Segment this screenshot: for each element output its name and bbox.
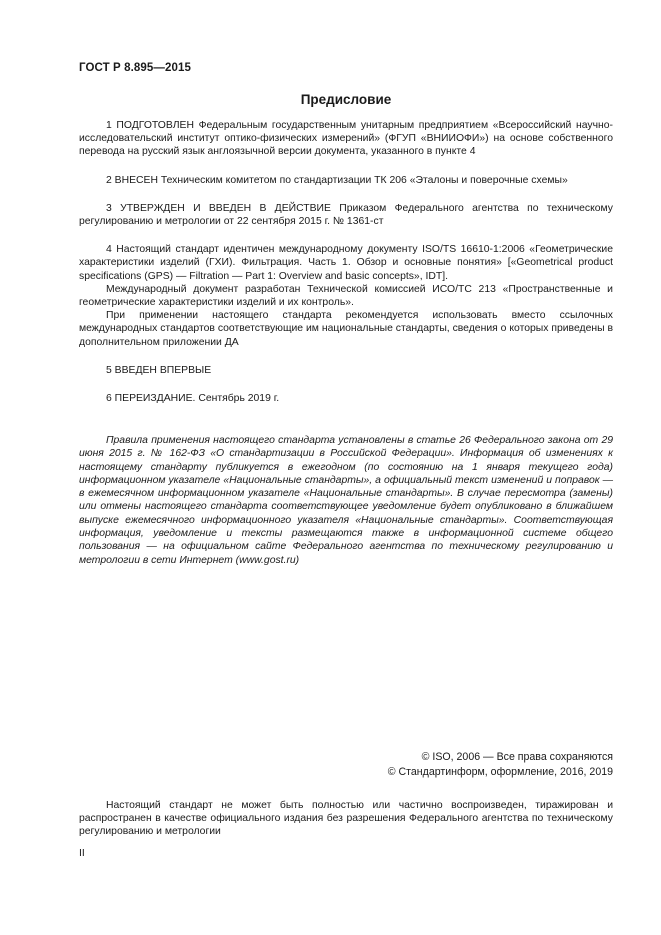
paragraph-prepared: 1 ПОДГОТОВЛЕН Федеральным государственным унитарным предприятием «Всероссийский научно-исследовательский институт оптико-физических измерений» (ФГУП «ВНИИОФИ») на основе собственного перевода на русский язык англоязычной версии документа, указанного в пункте 4 <box>79 120 613 158</box>
paragraph-developed-by: Международный документ разработан Технической комиссией ИСО/ТС 213 «Пространственные и геометрические характеристики изделий и их контроль». <box>79 283 613 309</box>
reproduction-notice: Настоящий стандарт не может быть полностью или частично воспроизведен, тиражирован и распространен в качестве официального издания без разрешения Федерального агентства по техническому регулированию и метрологии <box>79 800 613 838</box>
foreword-section <box>79 119 613 405</box>
document-id: ГОСТ Р 8.895—2015 <box>79 62 191 74</box>
paragraph-reissue: 6 ПЕРЕИЗДАНИЕ. Сентябрь 2019 г. <box>106 393 280 405</box>
paragraph-introduced: 5 ВВЕДЕН ВПЕРВЫЕ <box>106 364 212 376</box>
page-title: Предисловие <box>300 92 392 107</box>
paragraph-national-standards: При применении настоящего стандарта рекомендуется использовать вместо ссылочных международных стандартов соответствующие им национальные стандарты, сведения о которых приведены в дополнительном приложении ДА <box>79 310 613 348</box>
application-rules-notice: Правила применения настоящего стандарта установлены в статье 26 Федерального закона от 29 июня 2015 г. № 162-ФЗ «О стандартизации в Российской Федерации». Информация об изменениях к настоящему стандарту публикуется в ежегодном (по состоянию на 1 января текущего года) информационном указателе «Национальные стандарты», а официальный текст изменений и поправок — в ежемесячном информационном указателе «Национальные стандарты». В случае пересмотра (замены) или отмены настоящего стандарта соответствующее уведомление будет опубликовано в ближайшем выпуске ежемесячного информационного указателя «Национальные стандарты». Соответствующая информация, уведомление и тексты размещаются также в информационной системе общего пользования — на официальном сайте Федерального агентства по техническому регулированию и метрологии в сети Интернет (www.gost.ru) <box>79 435 613 566</box>
paragraph-identical: 4 Настоящий стандарт идентичен международному документу ISO/TS 16610-1:2006 «Геометрические характеристики изделий (ГХИ). Фильтрация. Часть 1. Обзор и основные понятия» [«Geometrical product specifications (GPS) — Filtration — Part 1: Overview and basic concepts», IDT]. <box>79 244 613 282</box>
copyright-block <box>388 750 613 779</box>
paragraph-submitted: 2 ВНЕСЕН Техническим комитетом по стандартизации ТК 206 «Эталоны и поверочные схемы» <box>106 174 568 186</box>
page-number: II <box>79 848 85 859</box>
copyright-iso: © ISO, 2006 — Все права сохраняются <box>421 751 613 763</box>
copyright-standartinform: © Стандартинформ, оформление, 2016, 2019 <box>387 765 613 778</box>
paragraph-approved: 3 УТВЕРЖДЕН И ВВЕДЕН В ДЕЙСТВИЕ Приказом Федерального агентства по техническому регулированию и метрологии от 22 сентября 2015 г. № 1361-ст <box>79 202 613 228</box>
